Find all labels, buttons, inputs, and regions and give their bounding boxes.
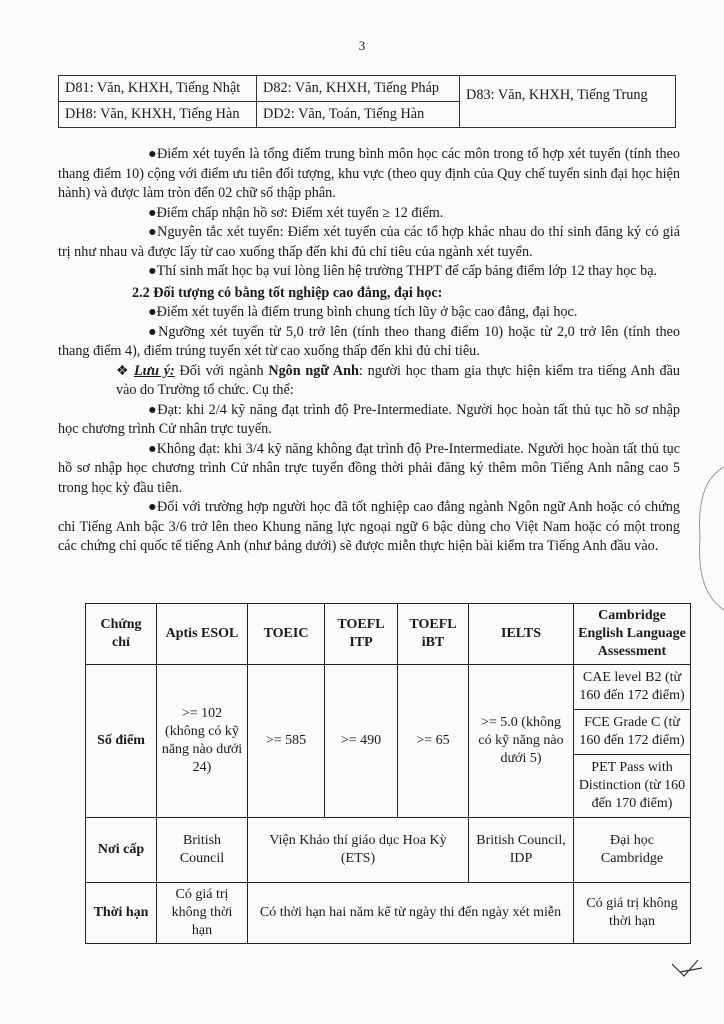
combo-cell: DH8: Văn, KHXH, Tiếng Hàn (59, 102, 257, 128)
table-row (86, 665, 691, 710)
combo-cell-merged: D83: Văn, KHXH, Tiếng Trung (460, 76, 676, 128)
table-cell: Có giá trị không thời hạn (574, 883, 691, 944)
table-cell: Viện Khảo thí giáo dục Hoa Kỳ (ETS) (248, 818, 469, 883)
table-cell: Có thời hạn hai năm kể từ ngày thi đến ngày xét miễn (248, 883, 574, 944)
bullet-icon: ● (148, 401, 158, 418)
combo-table (58, 75, 676, 128)
note-text: Đối với ngành (179, 362, 264, 379)
row-label: Thời hạn (86, 883, 157, 944)
table-cell: CAE level B2 (từ 160 đến 172 điểm) (574, 665, 691, 710)
header-cell: TOEFL iBT (398, 604, 469, 665)
bullet-paragraph: ●Điểm xét tuyển là tổng điểm trung bình môn học các môn trong tổ hợp xét tuyển (tính theo thang điểm 10) cộng với điểm ưu tiên đối tượng, khu vực (theo quy định của Quy chế tuyển sinh đại học hiện hành) và được làm tròn đến 02 chữ số thập phân. (58, 146, 680, 201)
bullet-paragraph: ●Điểm xét tuyển là điểm trung bình chung tích lũy ở bậc cao đẳng, đại học. (148, 304, 578, 320)
certificate-table (85, 603, 691, 944)
table-header-row (86, 604, 691, 665)
bullet-paragraph: ●Thí sinh mất học bạ vui lòng liên hệ trường THPT để cấp bảng điểm lớp 12 thay học bạ. (148, 263, 658, 279)
table-cell: >= 585 (248, 665, 325, 818)
combo-cell: D82: Văn, KHXH, Tiếng Pháp (257, 76, 460, 102)
bullet-paragraph: ●Không đạt: khi 3/4 kỹ năng không đạt trình độ Pre-Intermediate. Người học hoàn tất thủ tục hồ sơ nhập học chương trình Cử nhân trực tuyến đồng thời phải đăng ký thêm môn Tiếng Anh nâng cao 5 trong học kỳ đầu tiên. (58, 440, 680, 496)
bullet-paragraph: ●Đạt: khi 2/4 kỹ năng đạt trình độ Pre-Intermediate. Người học hoàn tất thủ tục hồ sơ nhập học chương trình Cử nhân trực tuyến. (58, 401, 681, 437)
bullet-icon: ● (148, 204, 157, 221)
table-cell: Có giá trị không thời hạn (157, 883, 248, 944)
row-label: Nơi cấp (86, 818, 157, 883)
bullet-icon: ● (148, 224, 158, 240)
table-row (86, 883, 691, 944)
stamp-icon (686, 462, 724, 612)
section-heading: 2.2 Đối tượng có bằng tốt nghiệp cao đẳng, đại học: (132, 284, 443, 301)
table-cell: >= 5.0 (không có kỹ năng nào dưới 5) (469, 665, 574, 818)
bullet-paragraph: ●Ngưỡng xét tuyển từ 5,0 trở lên (tính theo thang điểm 10) hoặc từ 2,0 trở lên (tính theo thang điểm 4), điểm trúng tuyển xét từ cao xuống thấp đến khi đủ chỉ tiêu. (58, 323, 680, 359)
note-major: Ngôn ngữ Anh (268, 362, 359, 379)
header-cell: Aptis ESOL (157, 604, 248, 665)
table-cell: Đại học Cambridge (574, 818, 691, 883)
table-cell: FCE Grade C (từ 160 đến 172 điểm) (574, 710, 691, 755)
table-cell: >= 490 (325, 665, 398, 818)
signature-icon (668, 958, 708, 982)
row-label: Số điểm (86, 665, 157, 818)
page-number: 3 (358, 38, 366, 53)
body-text (58, 145, 680, 557)
table-cell: >= 102 (không có kỹ năng nào dưới 24) (157, 665, 248, 818)
bullet-paragraph: ●Nguyên tắc xét tuyển: Điểm xét tuyển của các tổ hợp khác nhau do thí sinh đăng ký có giá trị như nhau và được lấy từ cao xuống thấp đến khi đủ chỉ tiêu của ngành xét tuyển. (58, 224, 680, 260)
bullet-icon: ● (148, 146, 157, 162)
bullet-icon: ● (148, 323, 159, 340)
note-text: : người học tham gia thực hiện kiểm tra tiếng Anh đầu vào do Trường tổ chức. Cụ thể: (116, 362, 680, 398)
bullet-paragraph: ●Đối với trường hợp người học đã tốt nghiệp cao đẳng ngành Ngôn ngữ Anh hoặc có chứng chỉ Tiếng Anh bậc 3/6 trở lên theo Khung năng lực ngoại ngữ 6 bậc dùng cho Việt Nam hoặc có một trong các chứng chỉ quốc tế tiếng Anh (như bảng dưới) sẽ được miễn thực hiện bài kiểm tra Tiếng Anh đầu vào. (58, 499, 680, 554)
header-cell: IELTS (469, 604, 574, 665)
bullet-icon: ● (148, 304, 157, 320)
note-paragraph (58, 362, 680, 401)
table-cell: British Council, IDP (469, 818, 574, 883)
header-cell: Chứng chỉ (86, 604, 157, 665)
diamond-bullet-icon: ❖ (116, 362, 130, 379)
header-cell: TOEIC (248, 604, 325, 665)
header-cell: TOEFL ITP (325, 604, 398, 665)
table-cell: PET Pass with Distinction (từ 160 đến 170 điểm) (574, 755, 691, 818)
bullet-paragraph: ●Điểm chấp nhận hồ sơ: Điểm xét tuyển ≥ 12 điểm. (148, 204, 444, 221)
table-cell: >= 65 (398, 665, 469, 818)
bullet-icon: ● (148, 263, 157, 279)
table-row (86, 818, 691, 883)
stamp-mark (686, 462, 724, 612)
combo-cell: DD2: Văn, Toán, Tiếng Hàn (257, 102, 460, 128)
bullet-icon: ● (148, 499, 158, 515)
header-cell: Cambridge English Language Assessment (574, 604, 691, 665)
combo-cell: D81: Văn, KHXH, Tiếng Nhật (59, 76, 257, 102)
bullet-icon: ● (148, 440, 157, 457)
table-cell: British Council (157, 818, 248, 883)
note-label: Lưu ý: (133, 362, 175, 379)
